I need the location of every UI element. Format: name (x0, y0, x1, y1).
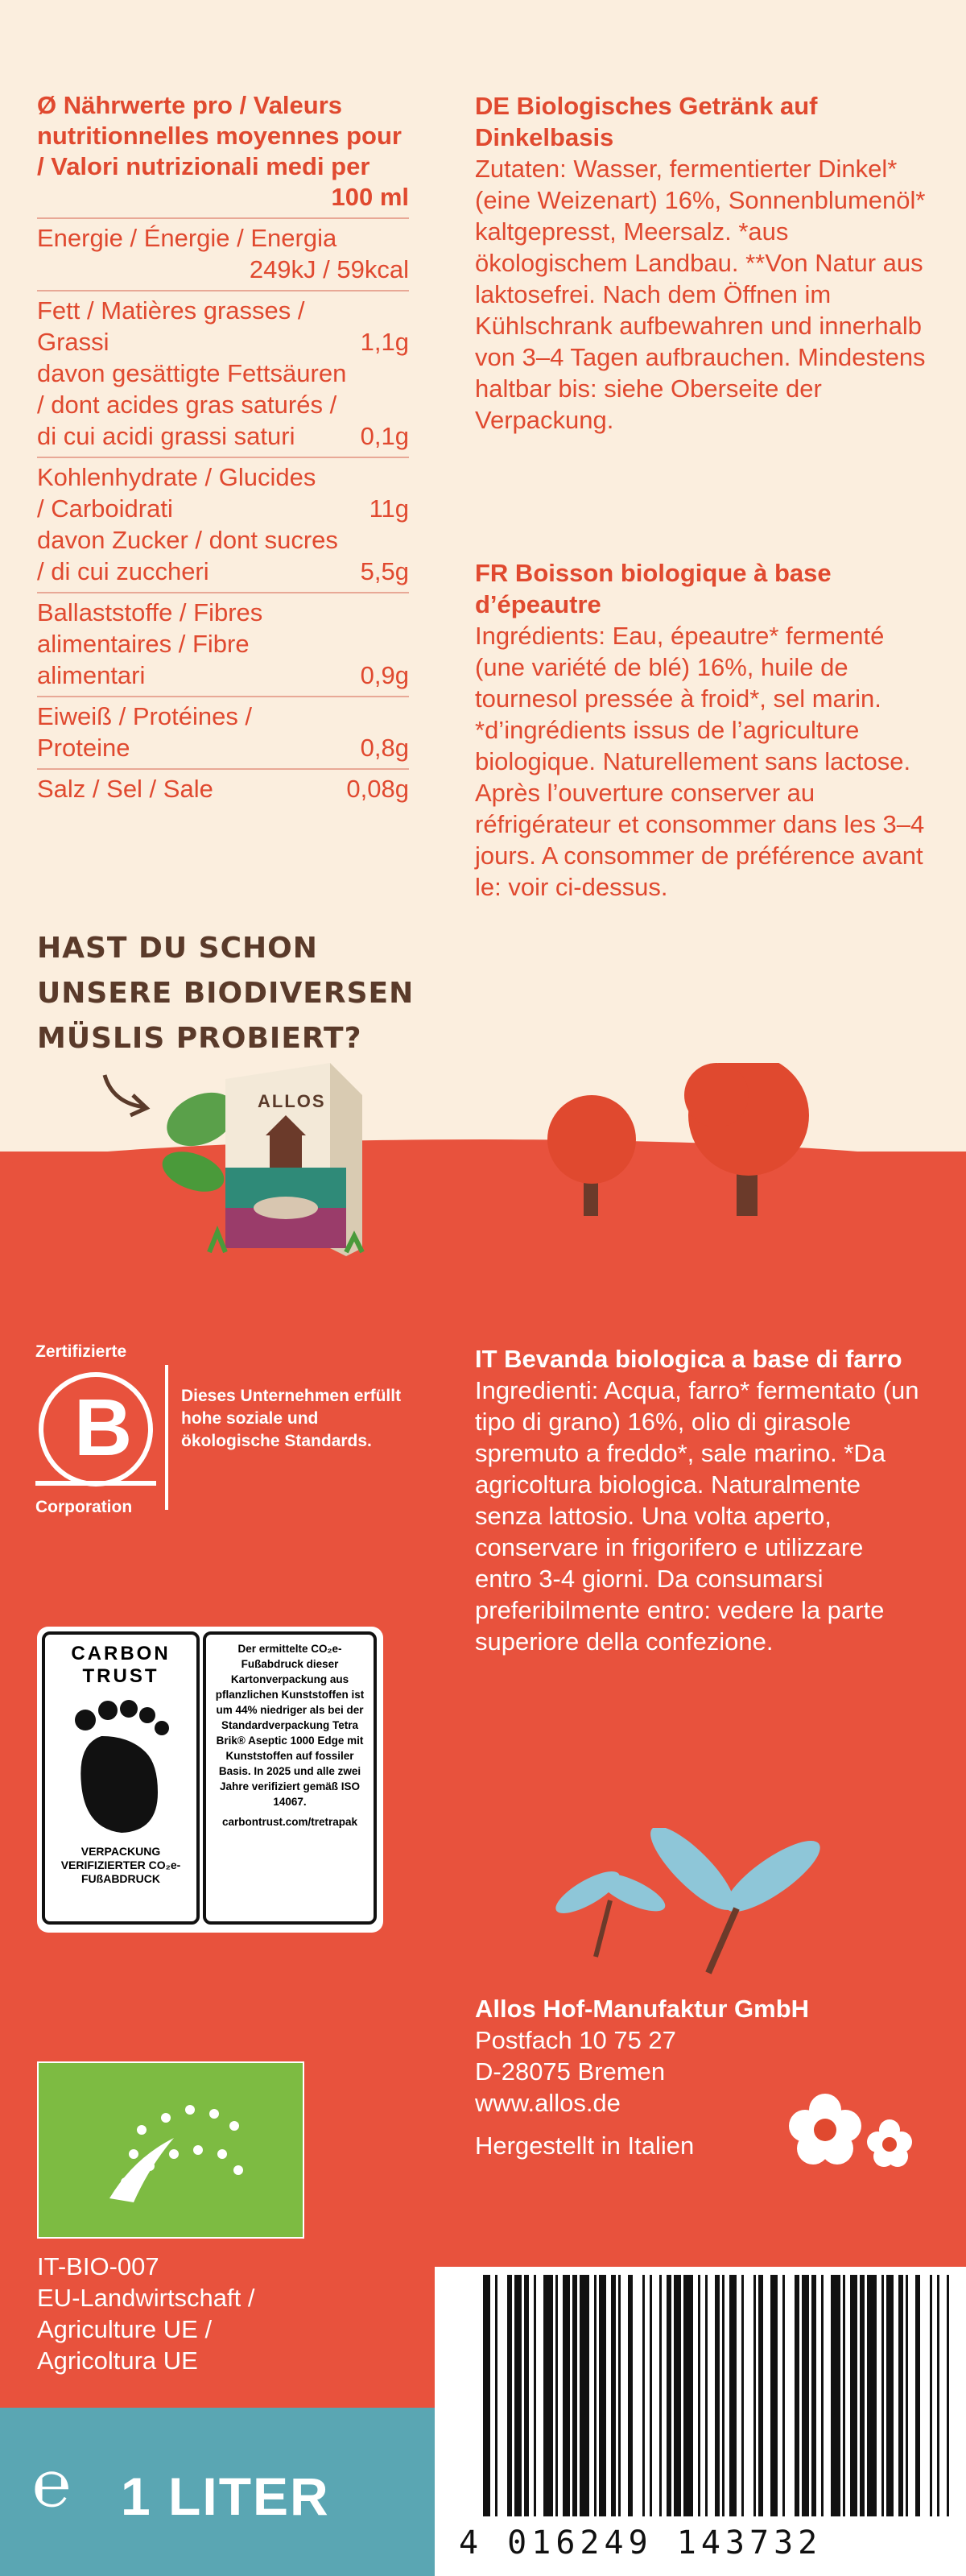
barcode-bar (650, 2275, 652, 2516)
nutrition-value: 0,08g (346, 775, 409, 803)
it-title: IT Bevanda biologica a base di farro (475, 1345, 902, 1373)
nutrition-value: 5,5g (360, 557, 409, 585)
nutrition-row (37, 592, 409, 691)
company-made: Hergestellt in Italien (475, 2132, 695, 2160)
nutrition-value: 249kJ / 59kcal (249, 255, 409, 283)
eu-line2: Agriculture UE / (37, 2315, 213, 2343)
barcode-bar (898, 2275, 903, 2516)
barcode-bar (843, 2275, 845, 2516)
barcode-bar (821, 2275, 824, 2516)
barcode-bar (507, 2275, 512, 2516)
barcode-bar (495, 2275, 497, 2516)
nutrition-value: 1,1g (360, 328, 409, 356)
fr-text: Ingrédients: Eau, épeautre* fermenté (une variété de blé) 16%, huile de tournesol pressée à froid*, sel marin. *d’ingrédients issus de l’agriculture biologique. Naturellement sans lactose. Après l’ouverture conserver au réfrigérateur et consommer dans les 3–4 jours. A consommer de préférence avant le: voir ci-dessus. (475, 622, 925, 901)
divider (165, 1365, 168, 1510)
barcode-bar (802, 2275, 809, 2516)
barcode-bar (483, 2275, 490, 2516)
barcode-bar (594, 2275, 597, 2516)
barcode-bar (782, 2275, 785, 2516)
barcode-bar (667, 2275, 671, 2516)
barcode-bars (435, 2267, 966, 2533)
company-line1: Postfach 10 75 27 (475, 2026, 676, 2054)
fr-title: FR Boisson biologique à base d’épeautre (475, 559, 832, 618)
bcorp-top-text: Zertifizierte (35, 1342, 127, 1361)
promo-text: HAST DU SCHON UNSERE BIODIVERSEN MÜSLIS PROBIERT? (37, 932, 415, 1055)
eu-organic-logo (37, 2061, 304, 2239)
fr-section (475, 557, 926, 903)
carbon-text-box (203, 1631, 377, 1925)
nutrition-label: davon Zucker / dont sucres / di cui zuccheri (37, 526, 338, 585)
nutrition-value: 0,8g (360, 734, 409, 762)
nutrition-row (37, 696, 409, 763)
nutrition-row (37, 290, 409, 452)
nutrition-table (37, 90, 409, 804)
barcode-bar (698, 2275, 700, 2516)
de-title: DE Biologisches Getränk auf Dinkelbasis (475, 92, 818, 151)
nutrition-per: 100 ml (331, 183, 409, 211)
nutrition-title: Ø Nährwerte pro / Valeurs nutritionnelles moyennes pour / Valori nutrizionali medi per (37, 91, 402, 180)
barcode-bar (674, 2275, 681, 2516)
barcode-bar (758, 2275, 763, 2516)
volume-text: 1 LITER (121, 2466, 330, 2526)
company-line3: www.allos.de (475, 2089, 621, 2117)
flowers-illustration (781, 2086, 926, 2190)
carbon-text: Der ermittelte CO₂e-Fußabdruck dieser Kartonverpackung aus pflanzlichen Kunststoffen ist um 44% niedriger als bei der Standardverpackung Tetra Brik® Aseptic 1000 Edge mit Kunststoffen auf fossiler Basis. In 2025 und alle zwei Jahre verifiziert gemäß ISO 14067. (215, 1643, 365, 1808)
eu-code: IT-BIO-007 (37, 2252, 159, 2280)
barcode-bar (543, 2275, 553, 2516)
nutrition-value: 0,9g (360, 661, 409, 689)
barcode-bar (831, 2275, 840, 2516)
nutrition-value: 0,1g (360, 422, 409, 450)
nutrition-row (37, 768, 409, 804)
barcode-bar (572, 2275, 577, 2516)
eu-line1: EU-Landwirtschaft / (37, 2284, 255, 2312)
barcode-bar (715, 2275, 720, 2516)
carbon-url: carbontrust.com/tretrapak (221, 1816, 358, 1828)
nutrition-value: 11g (369, 494, 409, 523)
eu-block (37, 2251, 255, 2376)
barcode-bar (618, 2275, 621, 2516)
barcode-bar (906, 2275, 908, 2516)
barcode-bar (937, 2275, 939, 2516)
barcode-bar (947, 2275, 949, 2516)
barcode-bar (611, 2275, 616, 2516)
barcode-bar (599, 2275, 606, 2516)
barcode-bar (770, 2275, 778, 2516)
barcode-bar (860, 2275, 865, 2516)
barcode-bar (580, 2275, 589, 2516)
nutrition-row (37, 457, 409, 587)
dragonfly-illustration (555, 1828, 918, 1997)
muesli-box-brand: ALLOS (258, 1091, 326, 1111)
barcode-bar (514, 2275, 522, 2516)
nutrition-label: Salz / Sel / Sale (37, 775, 213, 803)
it-section (475, 1343, 926, 1657)
eu-line3: Agricoltura UE (37, 2347, 198, 2375)
barcode-bar (867, 2275, 877, 2516)
barcode-bar (642, 2275, 645, 2516)
bcorp-text: Dieses Unternehmen erfüllt hohe soziale und ökologische Standards. (181, 1387, 402, 1450)
estimated-sign-icon: ℮ (32, 2448, 72, 2520)
barcode-bar (753, 2275, 756, 2516)
arrow-icon (97, 1071, 161, 1119)
barcode-bar (534, 2275, 536, 2516)
barcode-bar (729, 2275, 737, 2516)
carbon-trust-label (37, 1627, 383, 1933)
carbon-trust-logo-box (42, 1631, 200, 1925)
nutrition-row (37, 217, 409, 285)
barcode-bar (741, 2275, 744, 2516)
de-text: Zutaten: Wasser, fermentierter Dinkel* (eine Weizenart) 16%, Sonnenblumenöl* kaltgepresst, Meersalz. *aus ökologischem Landbau. **Von Natur aus laktosefrei. Nach dem Öffnen im Kühlschrank aufbewahren und innerhalb von 3–4 Tagen aufbrauchen. Mindestens haltbar bis: siehe Oberseite der Verpackung. (475, 155, 926, 434)
bcorp-letter: B (74, 1383, 133, 1473)
barcode-bar (915, 2275, 920, 2516)
barcode-bar (886, 2275, 894, 2516)
barcode-bar (795, 2275, 799, 2516)
barcode-bar (930, 2275, 932, 2516)
barcode-bar (722, 2275, 724, 2516)
de-section (475, 90, 926, 436)
barcode-bar (705, 2275, 708, 2516)
nutrition-label: Energie / Énergie / Energia (37, 224, 337, 252)
it-text: Ingredienti: Acqua, farro* fermentato (un tipo di grano) 16%, olio di girasole spremuto a freddo*, sale marino. *Da agricoltura biologica. Naturalmente senza lattosio. Una volta aperto, conservare in frigorifero e utilizzare entro 3-4 giorni. Da consumarsi preferibilmente entro: vedere la parte superiore della confezione. (475, 1376, 919, 1656)
nutrition-label: davon gesättigte Fettsäuren / dont acides gras saturés / di cui acidi grassi saturi (37, 359, 347, 450)
barcode-digits: 4 016249 143732 (459, 2524, 823, 2562)
barcode-bar (881, 2275, 884, 2516)
company-name: Allos Hof-Manufaktur GmbH (475, 1995, 810, 2023)
carbon-verified: VERPACKUNG VERIFIZIERTER CO₂e-FUßABDRUCK (60, 1845, 181, 1885)
nutrition-label: Fett / Matières grasses / Grassi (37, 296, 305, 356)
nutrition-label: Ballaststoffe / Fibres alimentaires / Fibre alimentari (37, 598, 263, 689)
barcode-bar (683, 2275, 693, 2516)
barcode-bar (563, 2275, 570, 2516)
company-line2: D-28075 Bremen (475, 2057, 666, 2086)
carbon-title2: TRUST (82, 1665, 159, 1687)
footprint-icon (45, 1688, 196, 1841)
nutrition-label: Kohlenhydrate / Glucides / Carboidrati (37, 463, 316, 523)
barcode-bar (628, 2275, 633, 2516)
barcode-bar (850, 2275, 857, 2516)
muesli-box-illustration (161, 1047, 402, 1272)
barcode-bar (811, 2275, 816, 2516)
nutrition-label: Eiweiß / Protéines / Proteine (37, 702, 253, 762)
barcode-bar (555, 2275, 558, 2516)
barcode-bar (659, 2275, 662, 2516)
barcode-bar (524, 2275, 529, 2516)
trees-illustration (515, 1063, 902, 1232)
bcorp-bottom-text: Corporation (35, 1498, 133, 1516)
barcode (435, 2267, 966, 2576)
carbon-title1: CARBON (71, 1643, 171, 1664)
